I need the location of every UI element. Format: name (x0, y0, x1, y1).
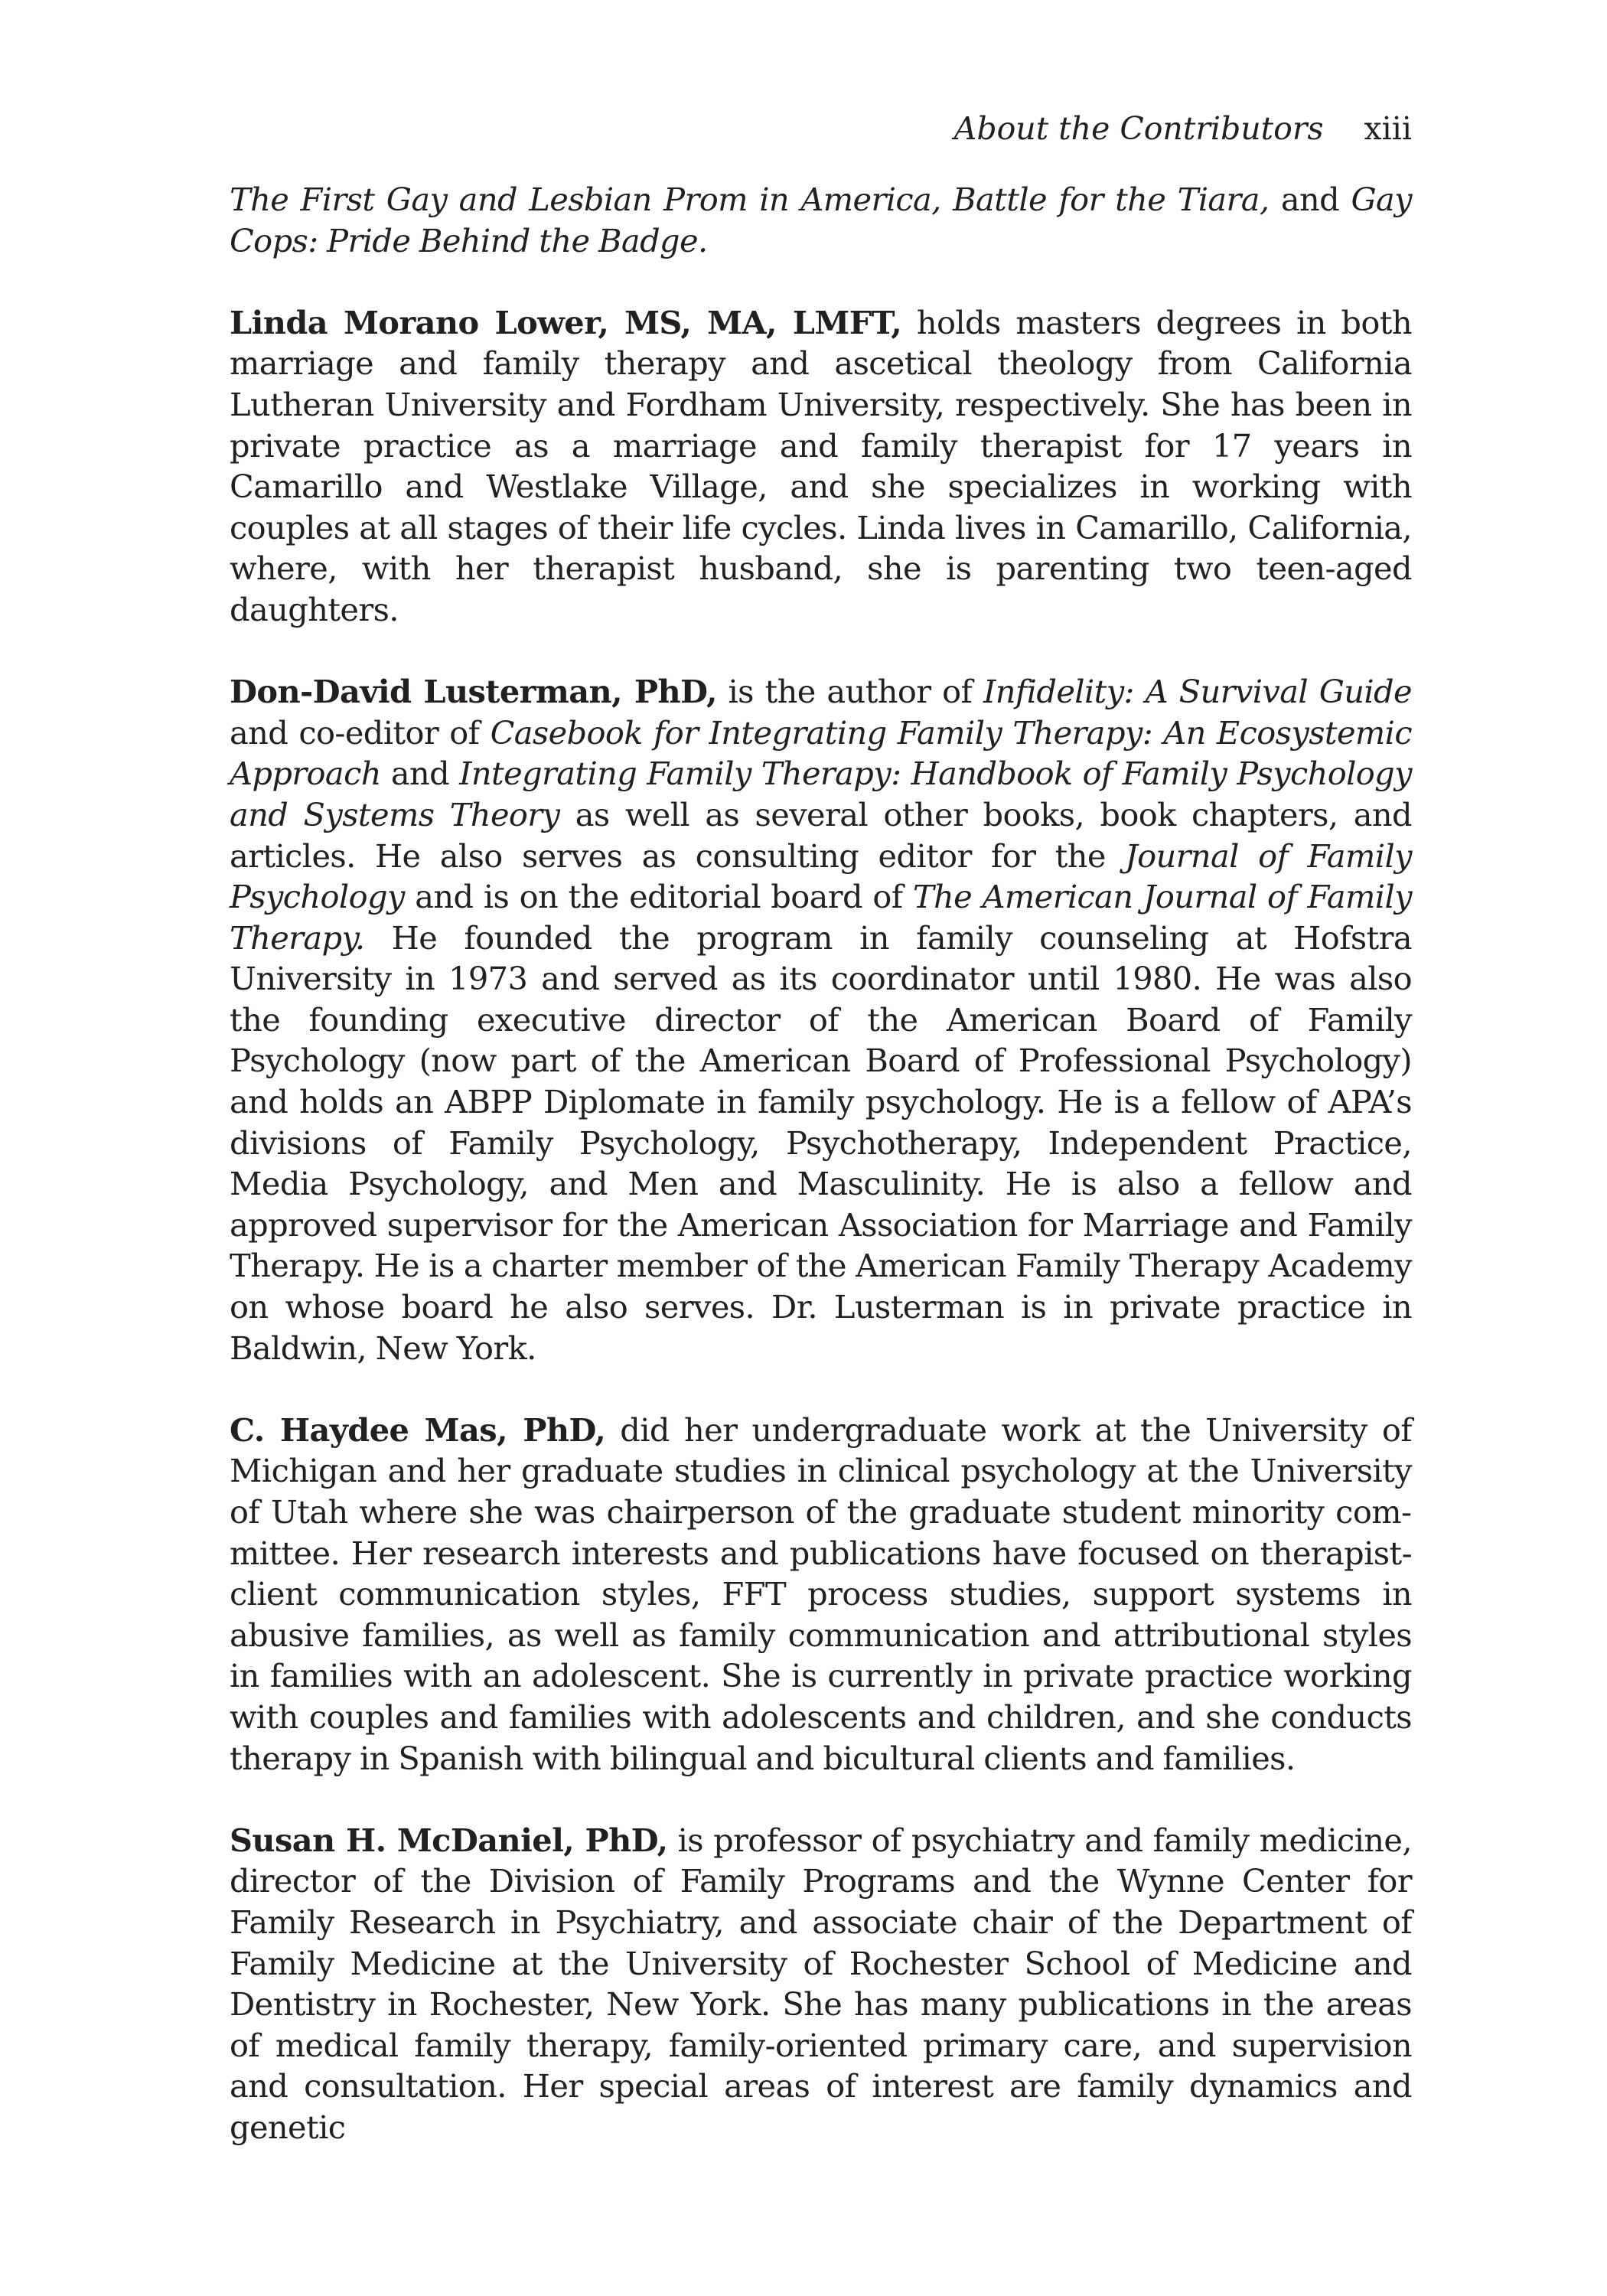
contributor-entry-c-haydee-mas (230, 1410, 1412, 1779)
book-title: Gay Cops: Pride Behind the Badge. (230, 181, 1412, 259)
text-run: and (380, 755, 460, 793)
book-titles: The First Gay and Lesbian Prom in America, Battle for the Tiara, (230, 181, 1270, 218)
text-run: as well as several other books, book chapters, and articles. He also serves as consulting editor for the (230, 795, 1412, 875)
running-head (954, 106, 1412, 152)
text-run: is the author of (716, 673, 983, 711)
book-title: Casebook for Integrating Family Therapy: An Ecosystemic Approach (230, 713, 1412, 793)
page-number: xiii (1364, 110, 1412, 147)
journal-title: Journal of Family Psychology (230, 837, 1412, 916)
text-run: He founded the program in family counseling at Hofstra University in 1973 and served as its coordinator until 1980. He was also the founding executive director of the American Board of Family Psychology (now part of the American Board of Professional Psychology) and holds an ABPP Diplomate in family psychology. He is a fellow of APA’s divisions of Family Psychology, Psychotherapy, Independent Practice, Media Psychology, and Men and Masculinity. He is also a fellow and approved supervisor for the American Association for Marriage and Family Therapy. He is a charter member of the American Family Therapy Academy on whose board he also serves. Dr. Lusterman is in private practice in Baldwin, New York. (230, 918, 1412, 1367)
contributor-entry-don-david-lusterman (230, 671, 1412, 1368)
contributor-bio: is professor of psychiatry and family medicine, director of the Division of Family Programs and the Wynne Center for Family Research in Psychiatry, and associate chair of the Department of Family Medicine at the University of Rochester School of Medicine and Dentistry in Rochester, New York. She has many publications in the areas of medical family therapy, family-oriented primary care, and supervision and consultation. Her special areas of interest are family dynamics and genetic (230, 1821, 1412, 2146)
contributor-bio: holds masters degrees in both marriage and family therapy and ascetical theology from California Lutheran University and Fordham University, respectively. She has been in private practice as a marriage and family therapist for 17 years in Camarillo and Westlake Village, and she specializes in working with couples at all stages of their life cycles. Linda lives in Camarillo, California, where, with her therapist husband, she is parenting two teen-aged daughters. (230, 303, 1412, 628)
paragraph-continuation (230, 179, 1412, 261)
contributor-name: C. Haydee Mas, PhD, (230, 1411, 606, 1449)
text-run: and (1269, 181, 1351, 218)
text-run: and co-editor of (230, 713, 491, 752)
contributor-entry-linda-morano-lower (230, 302, 1412, 631)
journal-title: The American Journal of Family Therapy. (230, 878, 1412, 957)
contributor-name: Don-David Lusterman, PhD, (230, 673, 717, 711)
contributor-bio: did her undergraduate work at the University of Michigan and her graduate studies in clinical psychology at the University of Utah where she was chairperson of the graduate student minority committee. Her research interests and publications have focused on therapist-client communication styles, FFT process studies, support systems in abusive families, as well as family communication and attributional styles in families with an adolescent. She is currently in private practice working with couples and families with adolescents and children, and she conducts therapy in Spanish with bilingual and bicultural clients and families. (230, 1411, 1412, 1777)
book-title: Integrating Family Therapy: Handbook of Family Psychology and Systems Theory (230, 755, 1412, 833)
contributors-text (230, 179, 1412, 2148)
contributor-name: Susan H. McDaniel, PhD, (230, 1821, 668, 1859)
contributor-entry-susan-h-mcdaniel (230, 1820, 1412, 2148)
running-head-title: About the Contributors (953, 110, 1324, 147)
text-run: and is on the editorial board of (404, 878, 913, 916)
book-title: Infidelity: A Survival Guide (983, 673, 1412, 711)
contributor-name: Linda Morano Lower, MS, MA, LMFT, (230, 303, 902, 341)
